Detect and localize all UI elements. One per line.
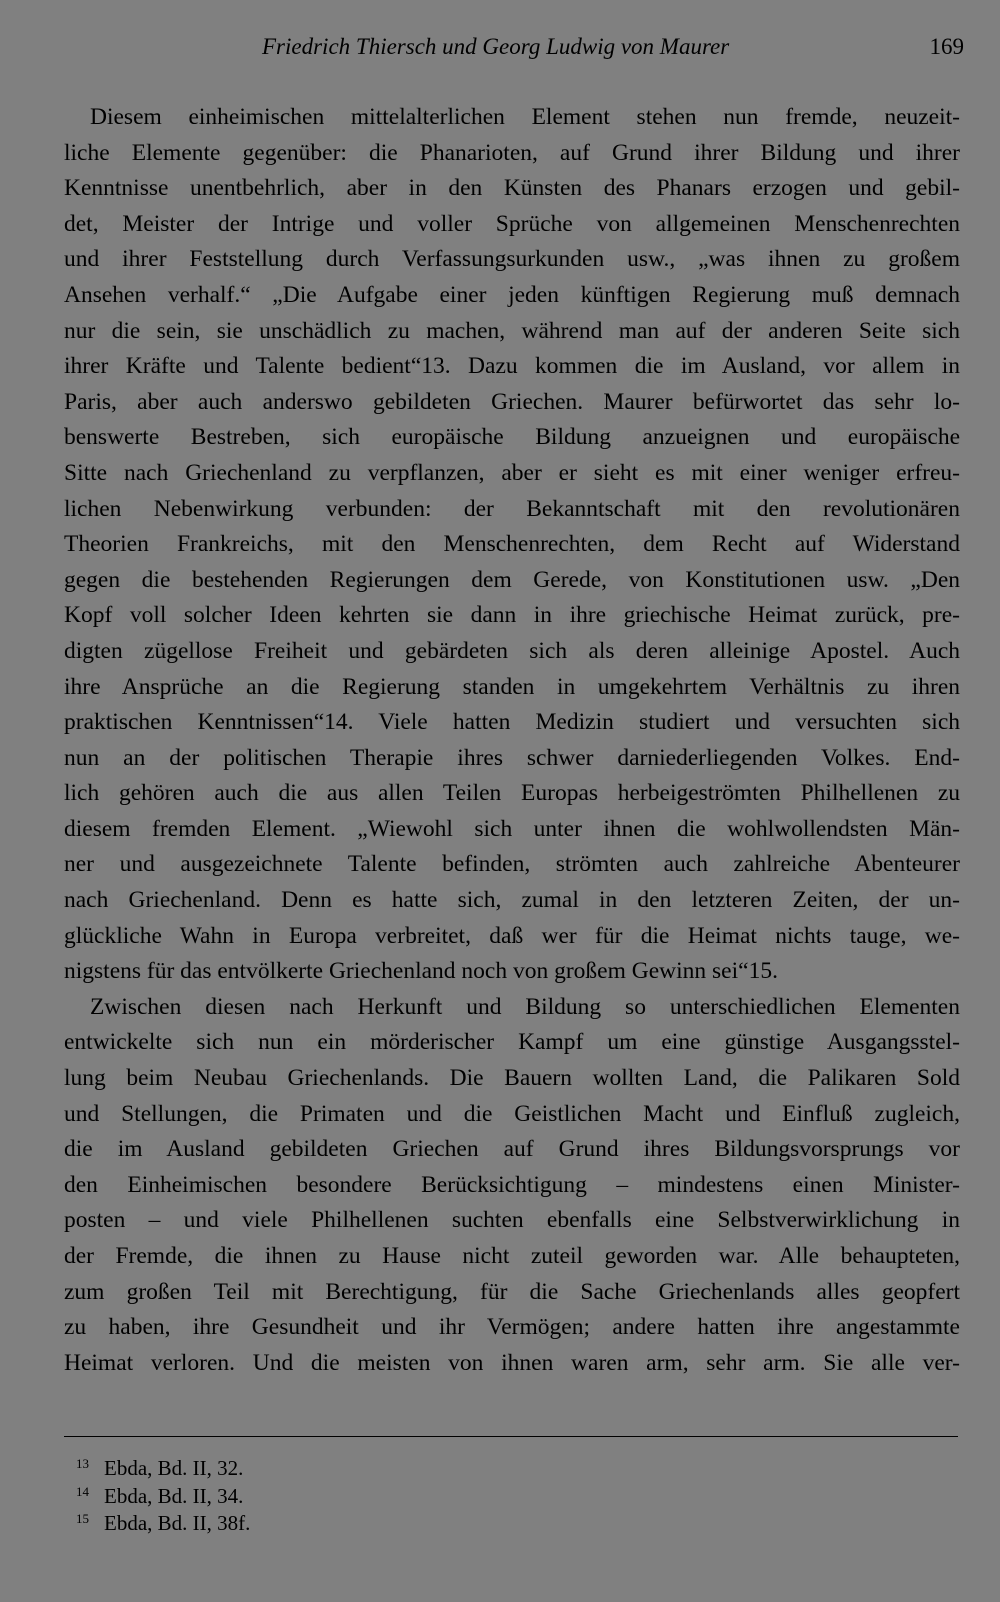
- text-line: lichen Nebenwirkung verbunden: der Bekanntschaft mit den revolutionären: [64, 495, 960, 522]
- text-line: den Einheimischen besondere Berücksichtigung – mindestens einen Minister-: [64, 1171, 960, 1198]
- footnote: [76, 1478, 676, 1506]
- page-number: 169: [929, 34, 964, 59]
- text-line: Paris, aber auch anderswo gebildeten Griechen. Maurer befürwortet das sehr lo-: [64, 388, 960, 415]
- text-line: und ihrer Feststellung durch Verfassungsurkunden usw., „was ihnen zu großem: [64, 246, 960, 273]
- text-line: benswerte Bestreben, sich europäische Bildung anzueignen und europäische: [64, 424, 960, 451]
- text-line: Theorien Frankreichs, mit den Menschenrechten, dem Recht auf Widerstand: [64, 531, 960, 558]
- text-line: lung beim Neubau Griechenlands. Die Bauern wollten Land, die Palikaren Sold: [64, 1065, 960, 1092]
- text-line: Diesem einheimischen mittelalterlichen Element stehen nun fremde, neuzeit-: [90, 104, 960, 130]
- text-line: praktischen Kenntnissen“14. Viele hatten Medizin studiert und versuchten sich: [64, 709, 960, 736]
- text-line: Kenntnisse unentbehrlich, aber in den Künsten des Phanars erzogen und gebil-: [64, 175, 960, 202]
- text-line: Kopf voll solcher Ideen kehrten sie dann in ihre griechische Heimat zurück, pre-: [64, 602, 960, 629]
- text-line: lich gehören auch die aus allen Teilen Europas herbeigeströmten Philhellenen zu: [64, 780, 960, 807]
- text-line: Ansehen verhalf.“ „Die Aufgabe einer jeden künftigen Regierung muß demnach: [64, 281, 960, 308]
- footnote-mark: 14: [76, 1483, 89, 1499]
- footnote-mark: 15: [76, 1511, 89, 1526]
- footnote-text: Ebda, Bd. II, 38f.: [104, 1511, 251, 1535]
- text-line: posten – und viele Philhellenen suchten ebenfalls eine Selbstverwirklichung in: [64, 1207, 960, 1234]
- text-line: digten zügellose Freiheit und gebärdeten sich als deren alleinige Apostel. Auch: [64, 637, 960, 664]
- text-line: die im Ausland gebildeten Griechen auf Grund ihres Bildungsvorsprungs vor: [64, 1136, 960, 1163]
- footnote: [76, 1505, 676, 1533]
- text-line: der Fremde, die ihnen zu Hause nicht zuteil geworden war. Alle behaupteten,: [64, 1243, 960, 1269]
- footnote: [76, 1450, 676, 1478]
- footnote-mark: 13: [76, 1456, 89, 1471]
- text-line: nach Griechenland. Denn es hatte sich, zumal in den letzteren Zeiten, der un-: [64, 887, 960, 914]
- body-text: [64, 100, 960, 1381]
- footnote-rule: [64, 1436, 958, 1437]
- running-header-title: Friedrich Thiersch und Georg Ludwig von Maurer: [262, 34, 730, 59]
- text-line: ihrer Kräfte und Talente bedient“13. Dazu kommen die im Ausland, vor allem in: [64, 353, 960, 380]
- text-line: Zwischen diesen nach Herkunft und Bildung so unterschiedlichen Elementen: [90, 993, 960, 1020]
- text-line: gegen die bestehenden Regierungen dem Gerede, von Konstitutionen usw. „Den: [64, 566, 960, 593]
- text-line: zu haben, ihre Gesundheit und ihr Vermögen; andere hatten ihre angestammte: [64, 1314, 960, 1341]
- text-line: Sitte nach Griechenland zu verpflanzen, aber er sieht es mit einer weniger erfreu-: [64, 459, 960, 486]
- text-line: ner und ausgezeichnete Talente befinden, strömten auch zahlreiche Abenteurer: [64, 851, 960, 878]
- text-line: liche Elemente gegenüber: die Phanarioten, auf Grund ihrer Bildung und ihrer: [64, 139, 960, 166]
- footnotes: [76, 1450, 676, 1533]
- text-line: glückliche Wahn in Europa verbreitet, daß wer für die Heimat nichts tauge, we-: [64, 922, 960, 949]
- text-line: ihre Ansprüche an die Regierung standen in umgekehrtem Verhältnis zu ihren: [64, 673, 960, 700]
- running-header: [64, 34, 964, 66]
- text-line: zum großen Teil mit Berechtigung, für die Sache Griechenlands alles geopfert: [64, 1278, 960, 1305]
- text-line: nigstens für das entvölkerte Griechenland noch von großem Gewinn sei“15.: [64, 958, 778, 985]
- text-line: nur die sein, sie unschädlich zu machen, während man auf der anderen Seite sich: [64, 317, 960, 344]
- text-line: entwickelte sich nun ein mörderischer Kampf um eine günstige Ausgangsstel-: [64, 1029, 960, 1056]
- footnote-text: Ebda, Bd. II, 34.: [104, 1483, 244, 1508]
- text-line: und Stellungen, die Primaten und die Geistlichen Macht und Einfluß zugleich,: [64, 1100, 960, 1127]
- text-line: diesem fremden Element. „Wiewohl sich unter ihnen die wohlwollendsten Män-: [64, 815, 960, 842]
- text-line: det, Meister der Intrige und voller Sprüche von allgemeinen Menschenrechten: [64, 210, 960, 237]
- footnote-text: Ebda, Bd. II, 32.: [104, 1456, 244, 1480]
- text-line: Heimat verloren. Und die meisten von ihnen waren arm, sehr arm. Sie alle ver-: [64, 1349, 960, 1376]
- text-line: nun an der politischen Therapie ihres schwer darniederliegenden Volkes. End-: [64, 744, 960, 771]
